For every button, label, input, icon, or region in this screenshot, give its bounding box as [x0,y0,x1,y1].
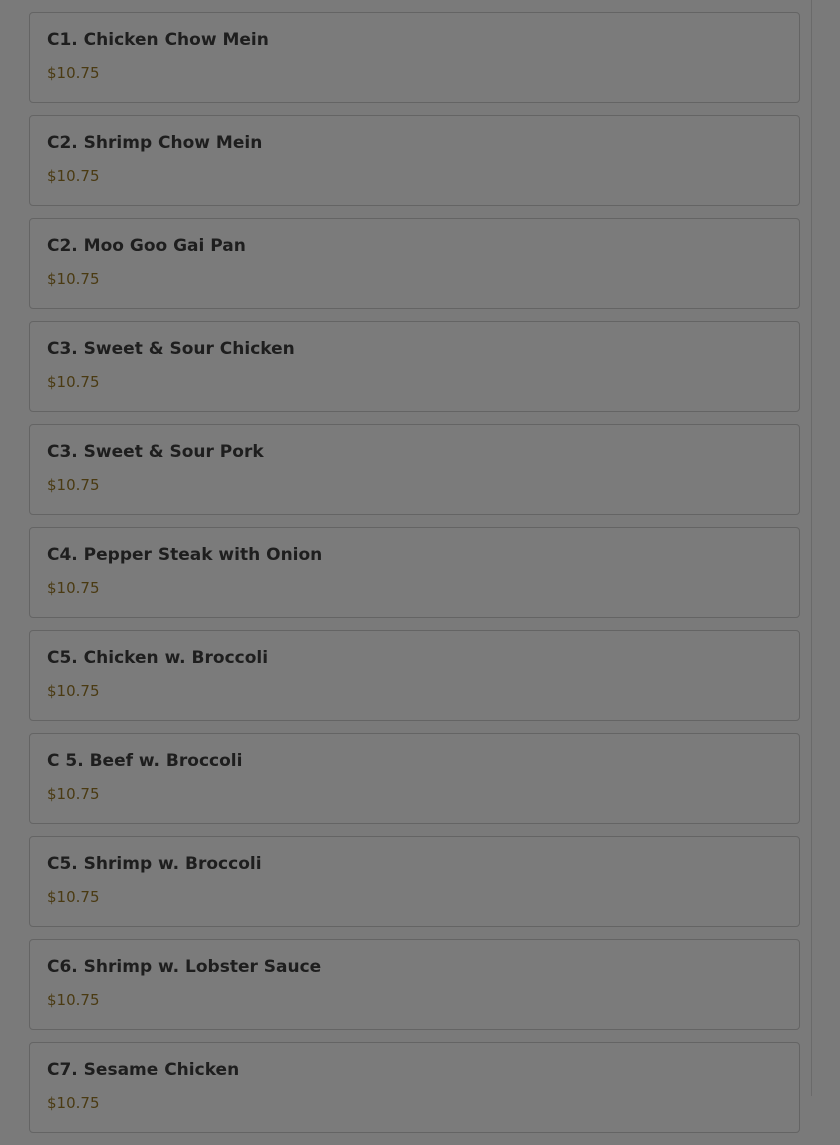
menu-item-card[interactable] [29,939,800,1030]
menu-item-price: $10.75 [47,373,100,391]
menu-list [29,12,800,1145]
menu-item-price: $10.75 [47,1094,100,1112]
menu-item-card[interactable] [29,12,800,103]
menu-item-price: $10.75 [47,270,100,288]
menu-item-price: $10.75 [47,64,100,82]
menu-item-card[interactable] [29,218,800,309]
menu-item-card[interactable] [29,527,800,618]
menu-item-name: C5. Chicken w. Broccoli [47,648,269,668]
menu-item-card[interactable] [29,424,800,515]
menu-item-name: C4. Pepper Steak with Onion [47,545,323,565]
menu-item-name: C1. Chicken Chow Mein [47,30,269,50]
menu-item-name: C2. Shrimp Chow Mein [47,133,263,153]
menu-item-price: $10.75 [47,785,100,803]
menu-item-price: $10.75 [47,579,100,597]
menu-item-name: C2. Moo Goo Gai Pan [47,236,246,256]
menu-item-price: $10.75 [47,167,100,185]
menu-item-card[interactable] [29,836,800,927]
menu-item-name: C5. Shrimp w. Broccoli [47,854,262,874]
menu-item-card[interactable] [29,1042,800,1133]
menu-item-card[interactable] [29,115,800,206]
menu-item-name: C 5. Beef w. Broccoli [47,751,243,771]
menu-item-price: $10.75 [47,888,100,906]
menu-item-name: C3. Sweet & Sour Chicken [47,339,295,359]
menu-item-price: $10.75 [47,682,100,700]
menu-item-name: C7. Sesame Chicken [47,1060,240,1080]
menu-item-card[interactable] [29,630,800,721]
menu-item-card[interactable] [29,321,800,412]
menu-item-name: C3. Sweet & Sour Pork [47,442,264,462]
menu-item-price: $10.75 [47,991,100,1009]
menu-item-card[interactable] [29,733,800,824]
menu-item-name: C6. Shrimp w. Lobster Sauce [47,957,322,977]
menu-item-price: $10.75 [47,476,100,494]
